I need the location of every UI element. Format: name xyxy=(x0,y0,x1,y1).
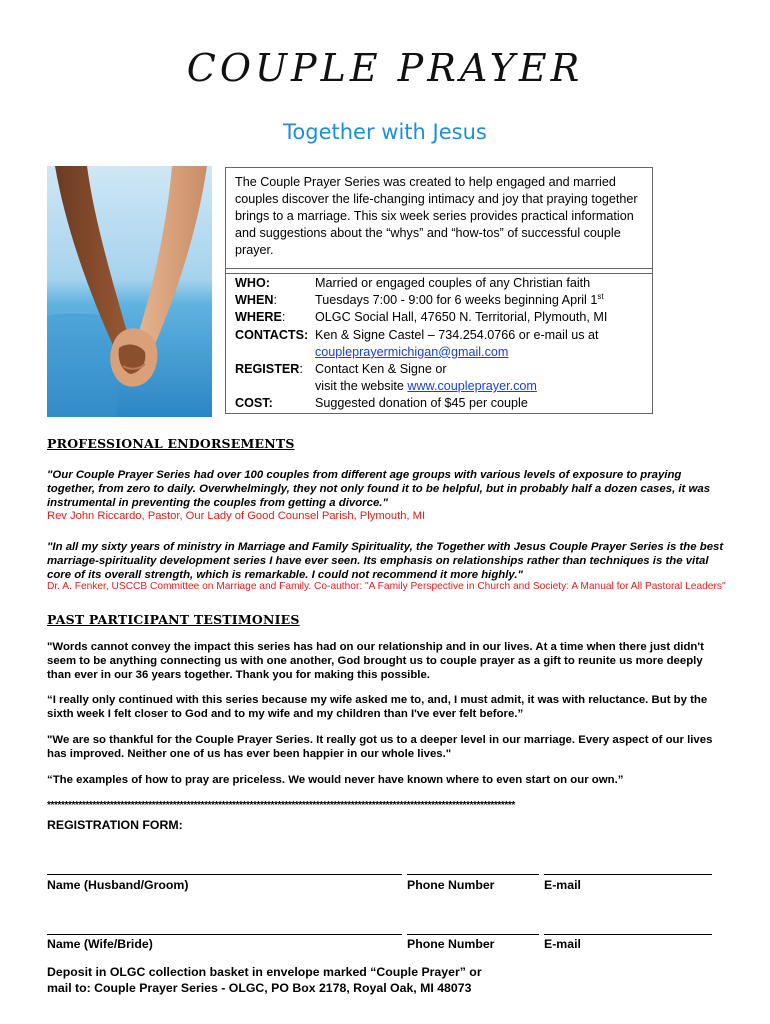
wife-email-label: E-mail xyxy=(544,937,581,951)
wife-phone-field[interactable] xyxy=(407,934,539,935)
who-label: WHO: xyxy=(235,276,270,290)
mailing-instructions xyxy=(47,964,482,996)
registration-heading: REGISTRATION FORM: xyxy=(47,818,183,832)
who-value: Married or engaged couples of any Christian faith xyxy=(315,276,591,290)
where-label: WHERE: xyxy=(235,310,286,325)
register-website-text: visit the website www.coupleprayer.com xyxy=(315,379,537,394)
wife-phone-label: Phone Number xyxy=(407,937,495,951)
endorsement-author-1: Rev John Riccardo, Pastor, Our Lady of Good Counsel Parish, Plymouth, MI xyxy=(47,510,426,522)
when-row xyxy=(235,292,643,309)
section-divider: ************************************************************************************************************************************** xyxy=(47,800,515,811)
when-value: Tuesdays 7:00 - 9:00 for 6 weeks beginning April 1st xyxy=(315,292,604,308)
husband-email-field[interactable] xyxy=(544,874,712,875)
testimonies-heading: PAST PARTICIPANT TESTIMONIES xyxy=(47,612,300,627)
where-value: OLGC Social Hall, 47650 N. Territorial, Plymouth, MI xyxy=(315,310,608,325)
testimony-3: "We are so thankful for the Couple Prayer Series. It really got us to a deeper level in our marriage. Every aspect of our lives has improved. Neither one of us has ever been happier in our whole lives." xyxy=(47,734,713,760)
website-link[interactable]: www.coupleprayer.com xyxy=(407,379,537,394)
register-label: REGISTER: xyxy=(235,361,303,376)
contacts-email-row xyxy=(235,344,643,361)
intro-box xyxy=(225,167,653,274)
mailing-line-1: Deposit in OLGC collection basket in envelope marked “Couple Prayer” or xyxy=(47,965,482,979)
wife-email-field[interactable] xyxy=(544,934,712,935)
cost-value: Suggested donation of $45 per couple xyxy=(315,396,528,411)
husband-email-label: E-mail xyxy=(544,878,581,892)
register-row xyxy=(235,361,643,378)
endorsement-quote-1: "Our Couple Prayer Series had over 100 couples from different age groups with various levels of exposure to praying together, from zero to daily. Overwhelmingly, they not only found it to be helpful, but in probably half a dozen cases, it was instrumental in preventing the couples from getting a divorce." xyxy=(47,469,711,509)
testimony-1: "Words cannot convey the impact this series has had on our relationship and in our lives. At a time when there just didn't seem to be anything connecting us with one another, God brought us to couple prayer as a gift to reunite us more deeply than ever in our 36 years together. Thank you for making this possible. xyxy=(47,641,704,681)
who-row xyxy=(235,275,643,292)
testimony-2: “I really only continued with this series because my wife asked me to, and, I must admit, it was with reluctance. But by the sixth week I felt closer to God and to my wife and my children than I've ever felt before.” xyxy=(47,694,708,720)
cost-row xyxy=(235,395,643,412)
contact-email-link[interactable]: coupleprayermichigan@gmail.com xyxy=(315,344,509,359)
husband-phone-label: Phone Number xyxy=(407,878,495,892)
intro-text: The Couple Prayer Series was created to help engaged and married couples discover the life-changing intimacy and joy that praying together brings to a marriage. This six week series provides practical information and suggestions about the “whys” and “how-tos” of successful couple prayer. xyxy=(235,175,638,257)
contacts-label: CONTACTS: xyxy=(235,327,309,342)
document-subtitle: Together with Jesus xyxy=(283,120,487,144)
register-website-row xyxy=(235,378,643,395)
contacts-value: Ken & Signe Castel – 734.254.0766 or e-mail us at xyxy=(315,327,599,342)
when-label: WHEN: xyxy=(235,293,277,308)
testimony-4: “The examples of how to pray are priceless. We would never have known where to even start on our own.” xyxy=(47,774,624,786)
wife-name-field[interactable] xyxy=(47,934,402,935)
endorsements-heading: PROFESSIONAL ENDORSEMENTS xyxy=(47,436,295,451)
endorsement-quote-2: "In all my sixty years of ministry in Marriage and Family Spirituality, the Together with Jesus Couple Prayer Series is the best marriage-spirituality development series I have ever seen. Its emphasis on relationships rather than techniques is the vital core of its overall strength, which is remarkable. I could not recommend it more highly." xyxy=(47,541,724,581)
details-box xyxy=(225,268,653,414)
document-title: COUPLE PRAYER xyxy=(186,46,584,90)
contacts-row xyxy=(235,327,643,344)
husband-phone-field[interactable] xyxy=(407,874,539,875)
mailing-line-2: mail to: Couple Prayer Series - OLGC, PO Box 2178, Royal Oak, MI 48073 xyxy=(47,981,472,995)
wife-name-label: Name (Wife/Bride) xyxy=(47,937,153,951)
husband-name-label: Name (Husband/Groom) xyxy=(47,878,189,892)
cost-label: COST: xyxy=(235,396,273,411)
endorsement-author-2: Dr. A. Fenker, USCCB Committee on Marriage and Family. Co-author: "A Family Perspective in Church and Society: A Manual for All Pastoral Leaders" xyxy=(47,581,726,592)
where-row xyxy=(235,309,643,326)
register-value: Contact Ken & Signe or xyxy=(315,361,447,376)
husband-name-field[interactable] xyxy=(47,874,402,875)
holding-hands-photo xyxy=(47,166,212,417)
